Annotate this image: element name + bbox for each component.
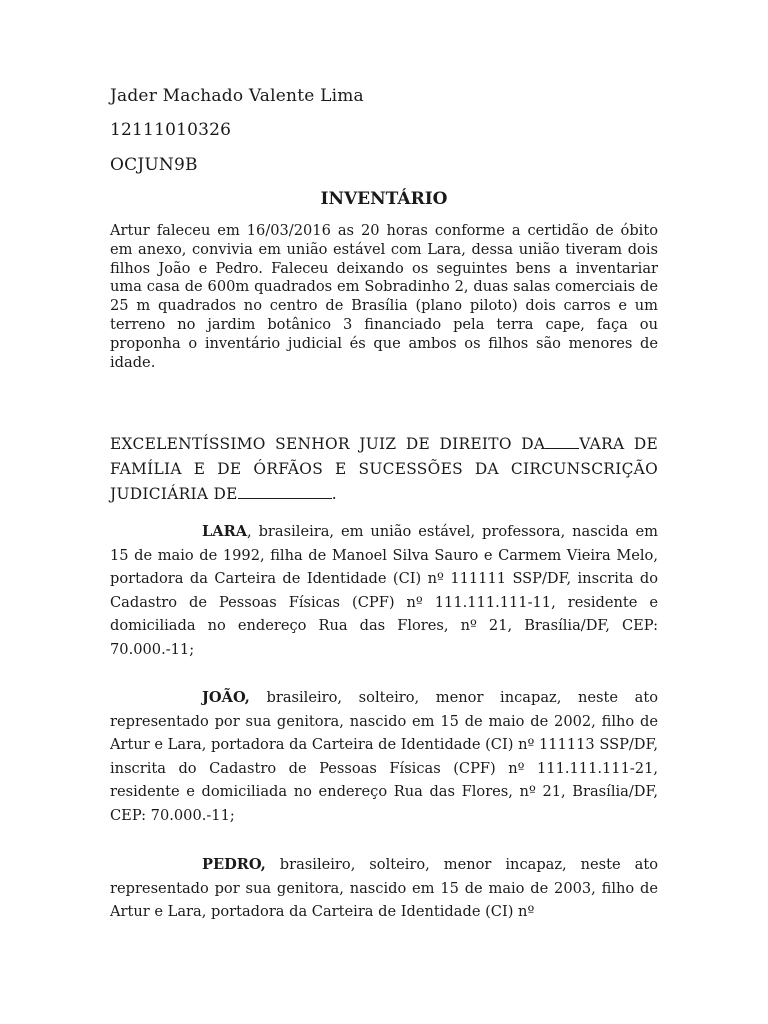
class-code: OCJUN9B	[110, 155, 198, 175]
party-pedro-name: PEDRO,	[202, 856, 266, 873]
party-joao-name: JOÃO,	[202, 689, 250, 706]
party-lara-name: LARA	[202, 523, 248, 540]
case-description: Artur faleceu em 16/03/2016 as 20 horas conforme a certidão de óbito em anexo, convivia em união estável com Lara, dessa união tiveram dois filhos João e Pedro. Faleceu deixando os seguintes bens a inventariar uma casa de 600m quadrados em Sobradinho 2, duas salas comerciais de 25 m quadrados no centro de Brasília (plano piloto) dois carros e um terreno no jardim botânico 3 financiado pela terra cape, faça ou proponha o inventário judicial és que ambos os filhos são menores de idade.	[110, 222, 658, 371]
student-name: Jader Machado Valente Lima	[110, 86, 364, 106]
party-lara-text: , brasileira, em união estável, professora, nascida em 15 de maio de 1992, filha de Manoel Silva Sauro e Carmem Vieira Melo, portadora da Carteira de Identidade (CI) nº 111111 SSP/DF, inscrita do Cadastro de Pessoas Físicas (CPF) nº 111.111.111-11, residente e domiciliada no endereço Rua das Flores, nº 21, Brasília/DF, CEP: 70.000.-11;	[110, 523, 658, 658]
addressee-block	[110, 432, 658, 507]
party-lara	[110, 520, 658, 662]
party-pedro	[110, 853, 658, 924]
party-joao-text: brasileiro, solteiro, menor incapaz, neste ato representado por sua genitora, nascido em 15 de maio de 2002, filho de Artur e Lara, portadora da Carteira de Identidade (CI) nº 111113 SSP/DF, inscrita do Cadastro de Pessoas Físicas (CPF) nº 111.111.111-21, residente e domiciliada no endereço Rua das Flores, nº 21, Brasília/DF, CEP: 70.000.-11;	[110, 689, 658, 824]
document-title: INVENTÁRIO	[320, 189, 448, 209]
vara-blank	[545, 434, 579, 449]
addressee-part-2: VARA DE FAMÍLIA E DE ÓRFÃOS E SUCESSÕES DA CIRCUNSCRIÇÃO JUDICIÁRIA DE	[110, 435, 658, 503]
addressee-part-1: EXCELENTÍSSIMO SENHOR JUIZ DE DIREITO DA	[110, 435, 546, 453]
addressee-part-3: .	[331, 485, 337, 503]
party-joao	[110, 686, 658, 828]
student-id: 12111010326	[110, 120, 232, 140]
circunscricao-blank	[238, 484, 332, 499]
party-pedro-text: brasileiro, solteiro, menor incapaz, neste ato representado por sua genitora, nascido em 15 de maio de 2003, filho de Artur e Lara, portadora da Carteira de Identidade (CI) nº	[110, 856, 658, 921]
